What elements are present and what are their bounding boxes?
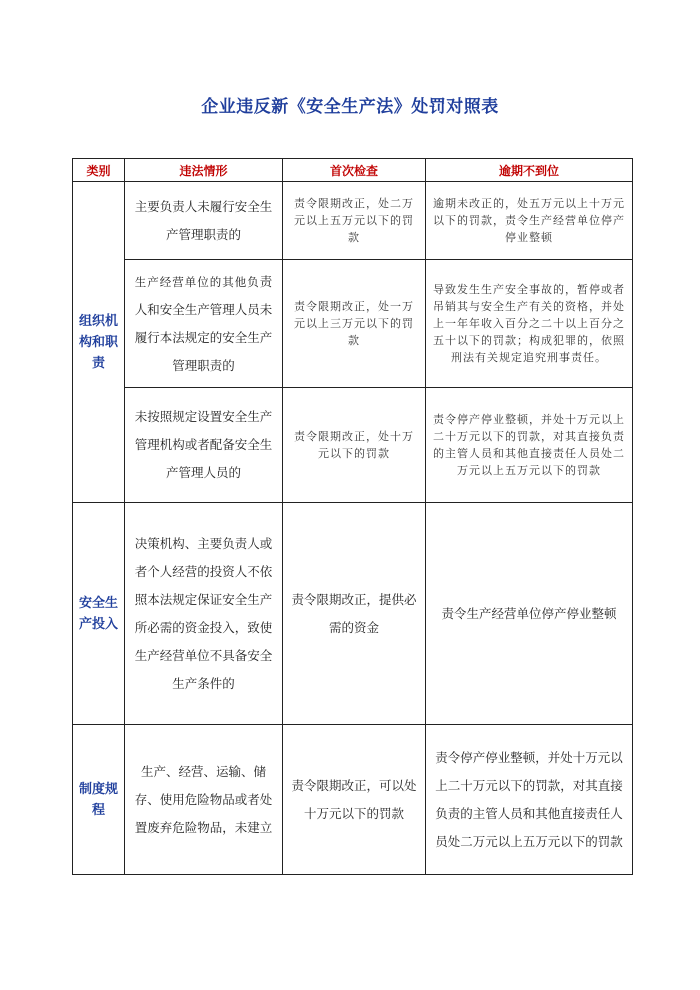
header-category: 类别 (73, 159, 125, 182)
table-row (73, 503, 633, 725)
first-check-cell: 责令限期改正，处二万元以上五万元以下的罚款 (283, 182, 426, 260)
overdue-cell: 逾期未改正的，处五万元以上十万元以下的罚款，责令生产经营单位停产停业整顿 (426, 182, 633, 260)
category-cell: 组织机构和职责 (73, 182, 125, 503)
violation-part-2: 责人和安全生产管理人员未履行本法规定的安全生产管理职责的 (134, 273, 273, 373)
header-violation: 违法情形 (125, 159, 283, 182)
overdue-cell: 责令生产经营单位停产停业整顿 (426, 503, 633, 725)
header-row (73, 159, 633, 182)
violation-part-1: 生产经营单位的其他负 (134, 274, 260, 289)
overdue-cell: 导致发生生产安全事故的，暂停或者吊销其与安全生产有关的资格，并处上一年年收入百分之二十以上百分之五十以下的罚款；构成犯罪的，依照刑法有关规定追究刑事责任。 (426, 260, 633, 388)
category-cell: 安全生产投入 (73, 503, 125, 725)
violation-cell: 未按照规定设置安全生产管理机构或者配备安全生产管理人员的 (125, 388, 283, 503)
violation-cell: 主要负责人未履行安全生产管理职责的 (125, 182, 283, 260)
first-check-cell: 责令限期改正，处十万元以下的罚款 (283, 388, 426, 503)
overdue-cell: 责令停产停业整顿，并处十万元以上二十万元以下的罚款，对其直接负责的主管人员和其他直接责任人员处二万元以上五万元以下的罚款 (426, 388, 633, 503)
table-row (73, 725, 633, 875)
header-overdue: 逾期不到位 (426, 159, 633, 182)
table-row (73, 260, 633, 388)
table-row (73, 182, 633, 260)
table-row (73, 388, 633, 503)
violation-cell (125, 260, 283, 388)
first-check-cell: 责令限期改正，可以处十万元以下的罚款 (283, 725, 426, 875)
first-check-cell: 责令限期改正，提供必需的资金 (283, 503, 426, 725)
violation-cell: 生产、经营、运输、储存、使用危险物品或者处置废弃危险物品，未建立 (125, 725, 283, 875)
category-cell: 制度规程 (73, 725, 125, 875)
page-title: 企业违反新《安全生产法》处罚对照表 (201, 97, 499, 117)
first-check-cell: 责令限期改正，处一万元以上三万元以下的罚款 (283, 260, 426, 388)
overdue-cell: 责令停产停业整顿，并处十万元以上二十万元以下的罚款，对其直接负责的主管人员和其他直接责任人员处二万元以上五万元以下的罚款 (426, 725, 633, 875)
violation-cell: 决策机构、主要负责人或者个人经营的投资人不依照本法规定保证安全生产所必需的资金投入，致使生产经营单位不具备安全生产条件的 (125, 503, 283, 725)
penalty-table (72, 158, 633, 875)
header-first-check: 首次检查 (283, 159, 426, 182)
